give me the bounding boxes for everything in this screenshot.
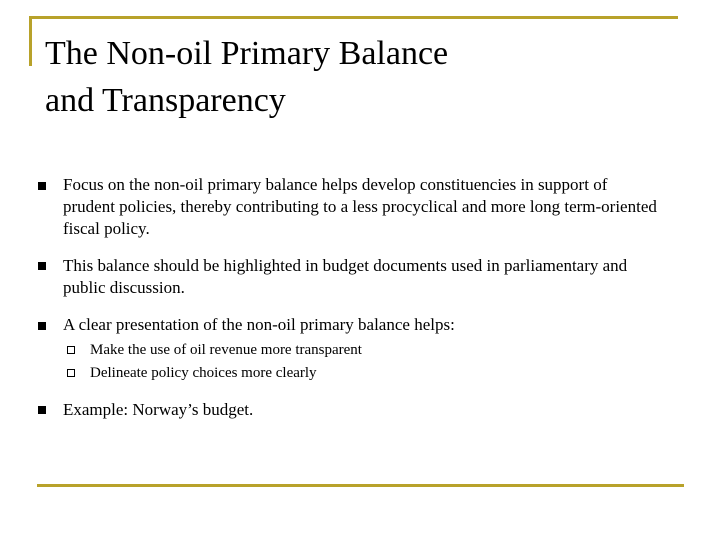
top-rule <box>29 16 678 19</box>
square-bullet-icon <box>38 322 46 330</box>
hollow-square-bullet-icon <box>67 346 75 354</box>
left-rule <box>29 16 32 66</box>
slide-title <box>45 30 685 124</box>
bullet-item: This balance should be highlighted in budget documents used in parliamentary and public discussion. <box>63 256 628 297</box>
sub-bullet-item: Make the use of oil revenue more transparent <box>90 342 362 358</box>
title-line-1: The Non-oil Primary Balance <box>45 35 449 72</box>
bullet-item: A clear presentation of the non-oil primary balance helps: <box>63 315 455 334</box>
hollow-square-bullet-icon <box>67 369 75 377</box>
title-line-2: and Transparency <box>45 82 286 119</box>
bullet-item: Focus on the non-oil primary balance helps develop constituencies in support of prudent policies, thereby contributing to a less procyclical and more long term-oriented fiscal policy. <box>63 175 657 238</box>
square-bullet-icon <box>38 262 46 270</box>
bottom-rule <box>37 484 684 487</box>
bullet-item: Example: Norway’s budget. <box>63 400 254 419</box>
sub-bullet-item: Delineate policy choices more clearly <box>90 365 317 381</box>
square-bullet-icon <box>38 406 46 414</box>
square-bullet-icon <box>38 182 46 190</box>
